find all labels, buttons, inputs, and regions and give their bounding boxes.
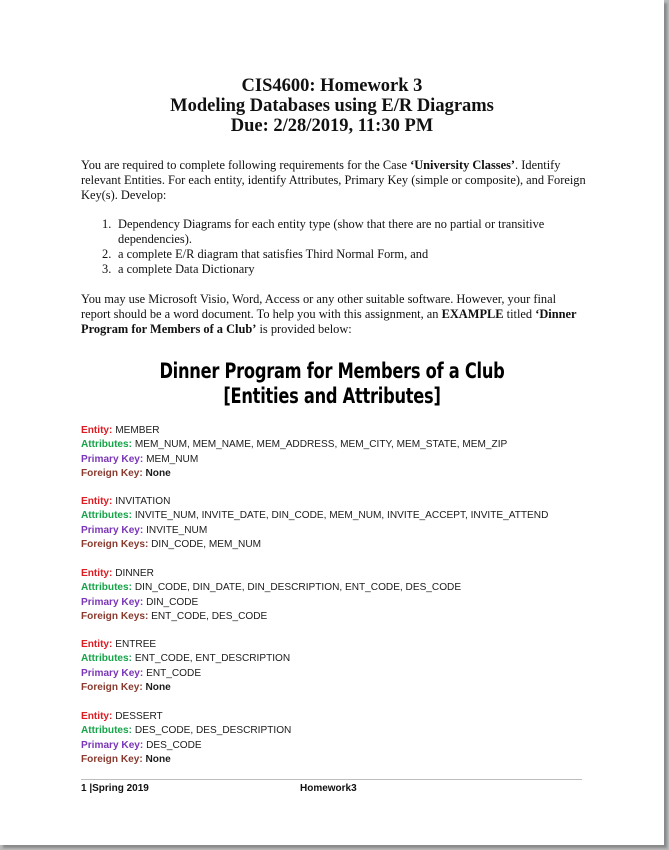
list-item: 1. Dependency Diagrams for each entity type (show that there are no partial or transitive dependencies). [102,217,545,246]
example-word: EXAMPLE [441,307,504,322]
footer-document-name: Homework3 [300,783,357,794]
entity-block-dinner: Entity: DINNER Attributes: DIN_CODE, DIN_DATE, DIN_DESCRIPTION, ENT_CODE, DES_CODE Primary Key: DIN_CODE Foreign Keys: ENT_CODE, DES_CODE [81,568,462,623]
title-topic: Modeling Databases using E/R Diagrams [170,96,494,116]
list-item: 3. a complete Data Dictionary [102,262,255,276]
entity-block-entree: Entity: ENTREE Attributes: ENT_CODE, ENT_DESCRIPTION Primary Key: ENT_CODE Foreign Key: None [81,639,291,694]
entity-block-dessert: Entity: DESSERT Attributes: DES_CODE, DES_DESCRIPTION Primary Key: DES_CODE Foreign Key: None [81,711,292,766]
title-course: CIS4600: Homework 3 [241,76,423,96]
example-subheading: [Entities and Attributes] [223,384,441,408]
entity-block-member: Entity: MEMBER Attributes: MEM_NUM, MEM_NAME, MEM_ADDRESS, MEM_CITY, MEM_STATE, MEM_ZIP Primary Key: MEM_NUM Foreign Key: None [81,425,508,480]
case-name: ‘University Classes’ [410,158,516,172]
software-paragraph: You may use Microsoft Visio, Word, Access or any other suitable software. However, your final report should be a word document. To help you with this assignment, an EXAMPLE titled ‘Dinner Program for Members of a Club’ is provided below: [81,292,577,337]
example-heading: Dinner Program for Members of a Club [159,359,505,383]
footer-page-number: 1 |Spring 2019 [81,783,149,794]
example-title: ‘Dinner Program for Members of a Club’ [81,307,577,337]
title-due-date: Due: 2/28/2019, 11:30 PM [230,116,434,136]
entity-block-invitation: Entity: INVITATION Attributes: INVITE_NUM, INVITE_DATE, DIN_CODE, MEM_NUM, INVITE_ACCEPT, INVITE_ATTEND Primary Key: INVITE_NUM Foreign Keys: DIN_CODE, MEM_NUM [81,496,549,551]
footer-divider [81,779,582,780]
list-item: 2. a complete E/R diagram that satisfies Third Normal Form, and [102,247,429,261]
requirements-list [81,217,586,277]
intro-paragraph: You are required to complete following requirements for the Case ‘University Classes’. Identify relevant Entities. For each entity, identify Attributes, Primary Key (simple or composite), and Foreign Key(s). Develop: [81,158,586,203]
